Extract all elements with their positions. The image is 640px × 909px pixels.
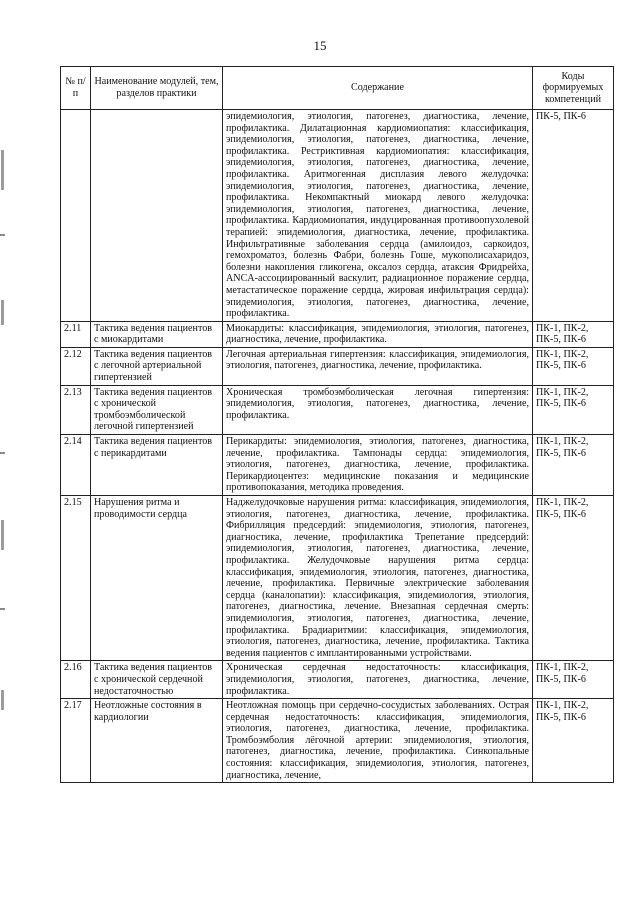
table-row	[61, 110, 614, 322]
row-content: Миокардиты: классификация, эпидемиология, этиология, патогенез, диагностика, лечение, профилактика.	[223, 321, 533, 347]
row-topic: Тактика ведения пациентов с перикардитами	[91, 435, 223, 496]
row-number	[61, 110, 91, 322]
table-row	[61, 435, 614, 496]
scan-edge-mark	[1, 520, 4, 550]
row-content: эпидемиология, этиология, патогенез, диагностика, лечение, профилактика. Дилатационная кардиомиопатия: классификация, эпидемиология, этиология, патогенез, диагностика, лечение, профилактика. Рестриктивная кардиомиопатия: классификация, эпидемиология, этиология, патогенез, диагностика, лечение, профилактика. Аритмогенная дисплазия левого желудочка: эпидемиология, этиология, патогенез, диагностика, лечение, профилактика. Некомпактный миокард левого желудочка: эпидемиология, этиология, патогенез, диагностика, лечение, профилактика. Кардиомиопатия, индуцированная противоопухолевой терапией: эпидемиология, диагностика, лечение, профилактика. Инфильтративные заболевания сердца (амилоидоз, саркоидоз, гемохроматоз, болезнь Фабри, болезнь Гоше, мукополисахаридоз, болезни накопления гликогена, оксалоз сердца, атаксия Фридрейха, ANCA-ассоциированный васкулит, радиационное поражение сердца, метастатическое поражение сердца, жировая инфильтрация сердца): эпидемиология, этиология, патогенез, диагностика, лечение, профилактика.	[223, 110, 533, 322]
row-content: Хроническая тромбоэмболическая легочная гипертензия: эпидемиология, этиология, патогенез, диагностика, лечение, профилактика.	[223, 385, 533, 434]
scan-edge-mark	[1, 150, 4, 190]
table-header-row	[61, 67, 614, 110]
scan-edge-dot	[0, 452, 5, 454]
row-number: 2.15	[61, 496, 91, 661]
table-row	[61, 347, 614, 385]
row-codes: ПК-5, ПК-6	[533, 110, 614, 322]
row-codes: ПК-1, ПК-2, ПК-5, ПК-6	[533, 435, 614, 496]
row-number: 2.16	[61, 661, 91, 699]
header-competence-codes: Коды формируемых компетенций	[533, 67, 614, 110]
scan-edge-dot	[0, 234, 5, 236]
table-row	[61, 321, 614, 347]
row-number: 2.17	[61, 699, 91, 783]
row-topic: Тактика ведения пациентов с хронической тромбоэмболической легочной гипертензией	[91, 385, 223, 434]
row-number: 2.11	[61, 321, 91, 347]
row-topic: Тактика ведения пациентов с легочной артериальной гипертензией	[91, 347, 223, 385]
row-content: Хроническая сердечная недостаточность: классификация, эпидемиология, этиология, патогенез, диагностика, лечение, профилактика.	[223, 661, 533, 699]
header-content: Содержание	[223, 67, 533, 110]
table-row	[61, 385, 614, 434]
scan-edge-mark	[1, 300, 4, 325]
row-topic	[91, 110, 223, 322]
table-row	[61, 699, 614, 783]
row-topic: Тактика ведения пациентов с хронической сердечной недостаточностью	[91, 661, 223, 699]
row-codes: ПК-1, ПК-2, ПК-5, ПК-6	[533, 496, 614, 661]
table-row	[61, 661, 614, 699]
row-content: Перикардиты: эпидемиология, этиология, патогенез, диагностика, лечение, профилактика. Тампонады сердца: эпидемиология, этиология, патогенез, диагностика, лечение, профилактика. Перикардиоцентез: медицинские показания и медицинские противопоказания, методика проведения.	[223, 435, 533, 496]
header-number: № п/п	[61, 67, 91, 110]
header-module-name: Наименование модулей, тем, разделов практики	[91, 67, 223, 110]
row-content: Легочная артериальная гипертензия: классификация, эпидемиология, этиология, патогенез, диагностика, лечение, профилактика.	[223, 347, 533, 385]
row-content: Наджелудочковые нарушения ритма: классификация, эпидемиология, этиология, патогенез, диагностика, лечение, профилактика. Фибрилляция предсердий: эпидемиология, этиология, патогенез, диагностика, лечение, профилактика Трепетание предсердий: эпидемиология, этиология, патогенез, диагностика, лечение, профилактика. Желудочковые нарушения ритма сердца: классификация, эпидемиология, этиология, патогенез, диагностика, лечение, профилактика. Первичные электрические заболевания сердца (каналопатии): классификация, эпидемиология, этиология, патогенез, диагностика, лечение. Внезапная сердечная смерть: эпидемиология, этиология, патогенез, диагностика, лечение, профилактика. Брадиаритмии: классификация, эпидемиология, этиология, патогенез, диагностика, лечение, профилактика. Тактика ведения пациентов с имплантированными устройствами.	[223, 496, 533, 661]
table-row	[61, 496, 614, 661]
row-codes: ПК-1, ПК-2, ПК-5, ПК-6	[533, 347, 614, 385]
row-number: 2.13	[61, 385, 91, 434]
row-codes: ПК-1, ПК-2, ПК-5, ПК-6	[533, 699, 614, 783]
row-topic: Нарушения ритма и проводимости сердца	[91, 496, 223, 661]
practice-program-table	[60, 66, 614, 783]
row-topic: Неотложные состояния в кардиологии	[91, 699, 223, 783]
page-number: 15	[313, 38, 327, 53]
scan-edge-dot	[0, 608, 5, 610]
row-codes: ПК-1, ПК-2, ПК-5, ПК-6	[533, 321, 614, 347]
row-codes: ПК-1, ПК-2, ПК-5, ПК-6	[533, 385, 614, 434]
row-number: 2.14	[61, 435, 91, 496]
row-codes: ПК-1, ПК-2, ПК-5, ПК-6	[533, 661, 614, 699]
row-number: 2.12	[61, 347, 91, 385]
scan-edge-mark	[1, 690, 4, 710]
row-topic: Тактика ведения пациентов с миокардитами	[91, 321, 223, 347]
row-content: Неотложная помощь при сердечно-сосудистых заболеваниях. Острая сердечная недостаточность: классификация, эпидемиология, этиология, патогенез, диагностика, лечение, профилактика. Тромбоэмболия лёгочной артерии: эпидемиология, этиология, патогенез, диагностика, лечение, профилактика. Синкопальные состояния: классификация, эпидемиология, этиология, патогенез, диагностика, лечение,	[223, 699, 533, 783]
